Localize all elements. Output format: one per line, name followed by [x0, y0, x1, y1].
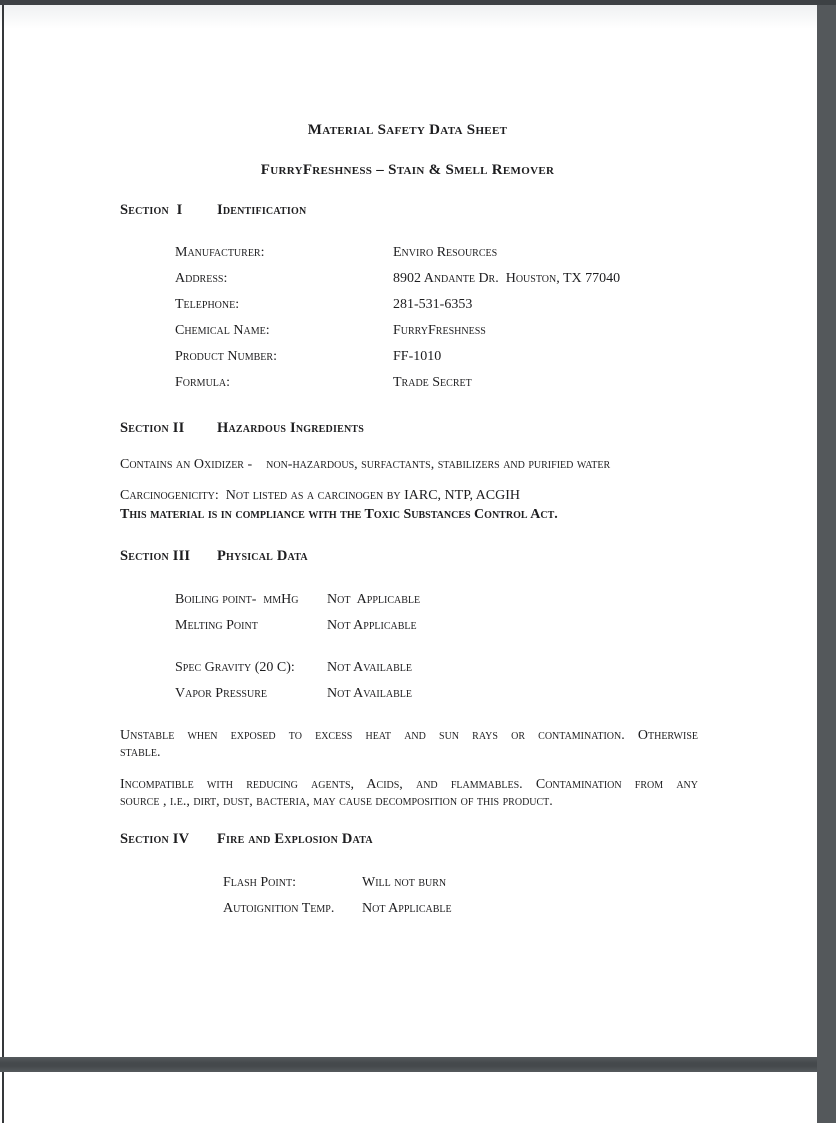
oxidizer-line: Contains an Oxidizer - non-hazardous, surfactants, stabilizers and purified water — [120, 457, 611, 472]
field-row-chemical-name — [175, 323, 486, 339]
field-value: FurryFreshness — [393, 323, 486, 338]
field-value: 281-531-6353 — [393, 297, 473, 312]
msds-title: Material Safety Data Sheet — [307, 122, 508, 138]
section-3-label: Section III — [120, 548, 191, 564]
section-4-heading — [120, 831, 373, 848]
field-value: FF-1010 — [393, 349, 442, 364]
field-row-telephone — [175, 297, 472, 313]
compliance-line: This material is in compliance with the Toxic Substances Control Act. — [120, 507, 558, 522]
section-4-label: Section IV — [120, 831, 190, 847]
field-label: Spec Gravity (20 C): — [175, 660, 295, 675]
field-label: Flash Point: — [223, 875, 296, 890]
field-label: Boiling point- mmHg — [175, 592, 299, 607]
field-value: Trade Secret — [393, 375, 472, 390]
field-label: Manufacturer: — [175, 245, 265, 260]
page-edge-line — [2, 1072, 4, 1123]
document-page-1 — [0, 5, 817, 1057]
section-2-heading — [120, 420, 364, 437]
physical-row-spec-gravity — [175, 660, 412, 676]
document-page-2 — [0, 1072, 817, 1123]
field-label: Telephone: — [175, 297, 240, 312]
paragraph-line: stable. — [120, 745, 161, 760]
section-1-heading — [120, 202, 306, 219]
paragraph-line: source , i.e., dirt, dust, bacteria, may cause decomposition of this product. — [120, 794, 553, 809]
carcinogenicity-line: Carcinogenicity: Not listed as a carcinogen by IARC, NTP, ACGIH — [120, 488, 521, 503]
paragraph-line: Incompatible with reducing agents, Acids, and flammables. Contamination from any — [120, 777, 698, 792]
section-1-name: Identification — [217, 202, 307, 218]
paragraph-line: Unstable when exposed to excess heat and sun rays or contamination. Otherwise — [120, 728, 698, 743]
physical-row-vapor-pressure — [175, 686, 412, 702]
field-value: Not Applicable — [327, 618, 417, 633]
section-3-heading — [120, 548, 308, 565]
field-label: Melting Point — [175, 618, 258, 633]
section-2-name: Hazardous Ingredients — [217, 420, 364, 436]
page-gap — [0, 1057, 817, 1072]
section-3-name: Physical Data — [217, 548, 308, 564]
field-value: Not Applicable — [362, 901, 452, 916]
field-row-address — [175, 271, 620, 287]
field-label: Product Number: — [175, 349, 277, 364]
page-top-shadow — [0, 5, 817, 29]
fire-row-flash-point — [223, 875, 446, 891]
field-label: Vapor Pressure — [175, 686, 267, 701]
section-1-label: Section I — [120, 202, 183, 218]
stability-paragraph — [120, 727, 698, 761]
viewer-background-strip — [816, 0, 836, 1123]
field-value: Will not burn — [362, 875, 447, 890]
field-label: Formula: — [175, 375, 231, 390]
field-label: Chemical Name: — [175, 323, 270, 338]
field-value: Not Applicable — [327, 592, 421, 607]
incompatibility-paragraph — [120, 776, 698, 810]
field-value: 8902 Andante Dr. Houston, TX 77040 — [393, 271, 621, 286]
field-row-formula — [175, 375, 472, 391]
field-label: Address: — [175, 271, 228, 286]
field-value: Not Available — [327, 686, 412, 701]
fire-row-autoignition-temp — [223, 901, 452, 917]
physical-row-boiling-point — [175, 592, 420, 608]
field-row-product-number — [175, 349, 441, 365]
field-row-manufacturer — [175, 245, 497, 261]
product-title: FurryFreshness – Stain & Smell Remover — [260, 162, 555, 178]
section-2-label: Section II — [120, 420, 185, 436]
field-value: Enviro Resources — [393, 245, 498, 260]
section-4-name: Fire and Explosion Data — [217, 831, 373, 847]
field-value: Not Available — [327, 660, 412, 675]
field-label: Autoignition Temp. — [223, 901, 335, 916]
physical-row-melting-point — [175, 618, 417, 634]
